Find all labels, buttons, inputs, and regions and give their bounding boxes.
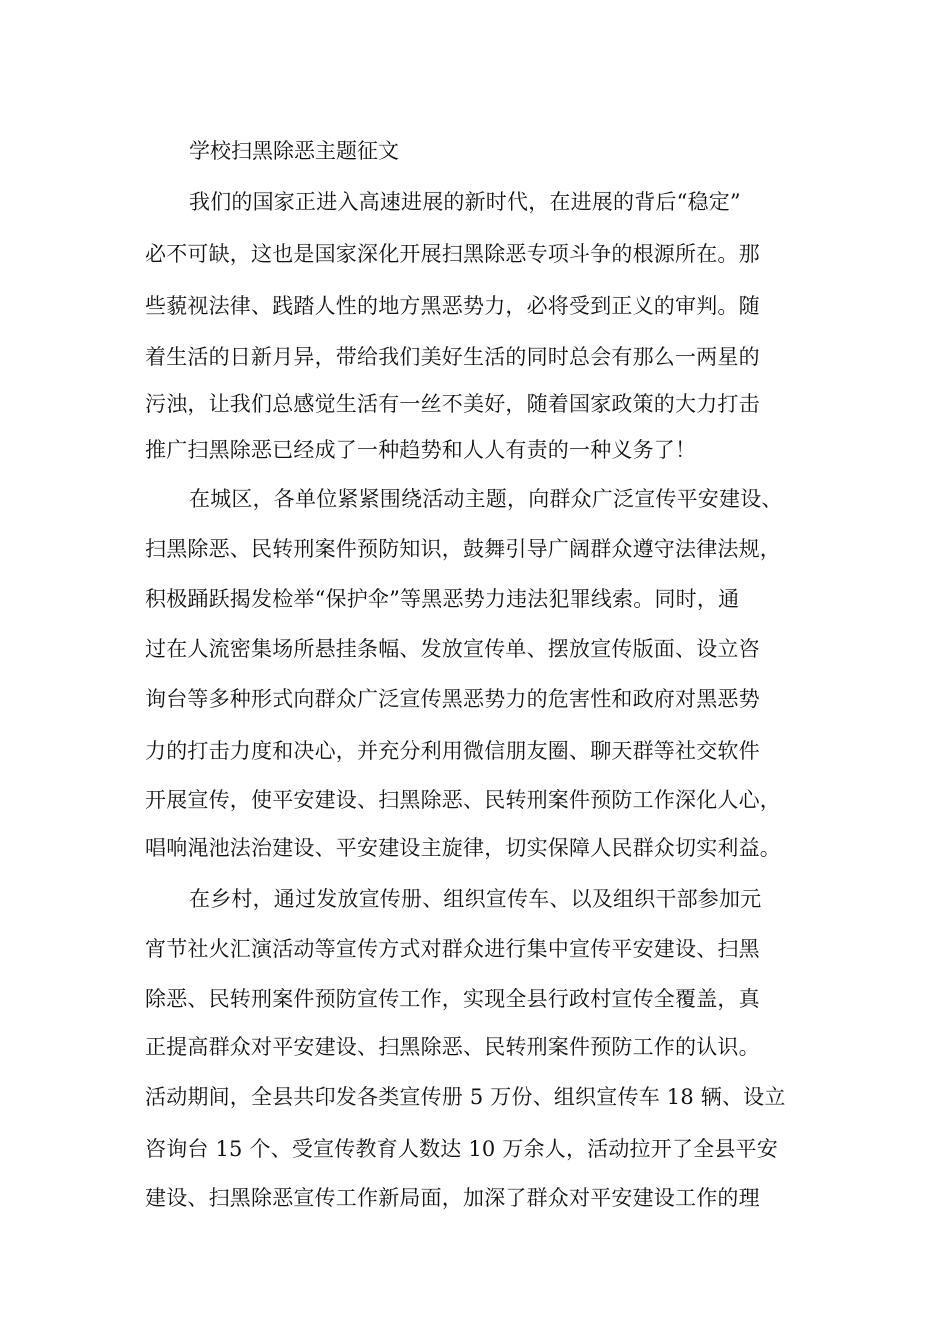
paragraph-2-line-7: 开展宣传，使平安建设、扫黑除恶、民转刑案件预防工作深化人心， [145,788,781,812]
paragraph-1-line-1: 我们的国家正进入高速进展的新时代，在进展的背后“稳定” [189,190,741,214]
paragraph-2-line-8: 唱响渑池法治建设、平安建设主旋律，切实保障人民群众切实利益。 [145,836,781,860]
paragraph-3-line-3: 除恶、民转刑案件预防宣传工作，实现全县行政村宣传全覆盖，真 [145,987,760,1011]
paragraph-2-line-5: 询台等多种形式向群众广泛宣传黑恶势力的危害性和政府对黑恶势 [145,687,760,711]
paragraph-3-line-2: 宵节社火汇演活动等宣传方式对群众进行集中宣传平安建设、扫黑 [145,937,760,961]
paragraph-2-line-1: 在城区，各单位紧紧围绕活动主题，向群众广泛宣传平安建设、 [189,487,783,511]
paragraph-2-line-3: 积极踊跃揭发检举“保护伞”等黑恶势力违法犯罪线索。同时，通 [145,587,740,611]
paragraph-1-line-2: 必不可缺，这也是国家深化开展扫黑除恶专项斗争的根源所在。那 [145,242,760,266]
paragraph-1-line-3: 些藐视法律、践踏人性的地方黑恶势力，必将受到正义的审判。随 [145,294,760,318]
paragraph-3-line-6: 咨询台 15 个、受宣传教育人数达 10 万余人，活动拉开了全县平安 [145,1137,778,1161]
paragraph-3-line-5: 活动期间，全县共印发各类宣传册 5 万份、组织宣传车 18 辆、设立 [145,1085,786,1109]
paragraph-3-line-4: 正提高群众对平安建设、扫黑除恶、民转刑案件预防工作的认识。 [145,1035,760,1059]
paragraph-3-line-1: 在乡村，通过发放宣传册、组织宣传车、以及组织干部参加元 [189,887,762,911]
paragraph-3-line-7: 建设、扫黑除恶宣传工作新局面，加深了群众对平安建设工作的理 [145,1186,760,1210]
paragraph-1-line-4: 着生活的日新月异，带给我们美好生活的同时总会有那么一两星的 [145,345,760,369]
paragraph-1-line-5: 污浊，让我们总感觉生活有一丝不美好，随着国家政策的大力打击 [145,392,760,416]
paragraph-1-line-6: 推广扫黑除恶已经成了一种趋势和人人有责的一种义务了！ [145,438,697,462]
paragraph-2-line-4: 过在人流密集场所悬挂条幅、发放宣传单、摆放宣传版面、设立咨 [145,637,760,661]
document-title: 学校扫黑除恶主题征文 [189,139,399,163]
paragraph-2-line-6: 力的打击力度和决心，并充分利用微信朋友圈、聊天群等社交软件 [145,739,760,763]
paragraph-2-line-2: 扫黑除恶、民转刑案件预防知识，鼓舞引导广阔群众遵守法律法规， [145,537,781,561]
